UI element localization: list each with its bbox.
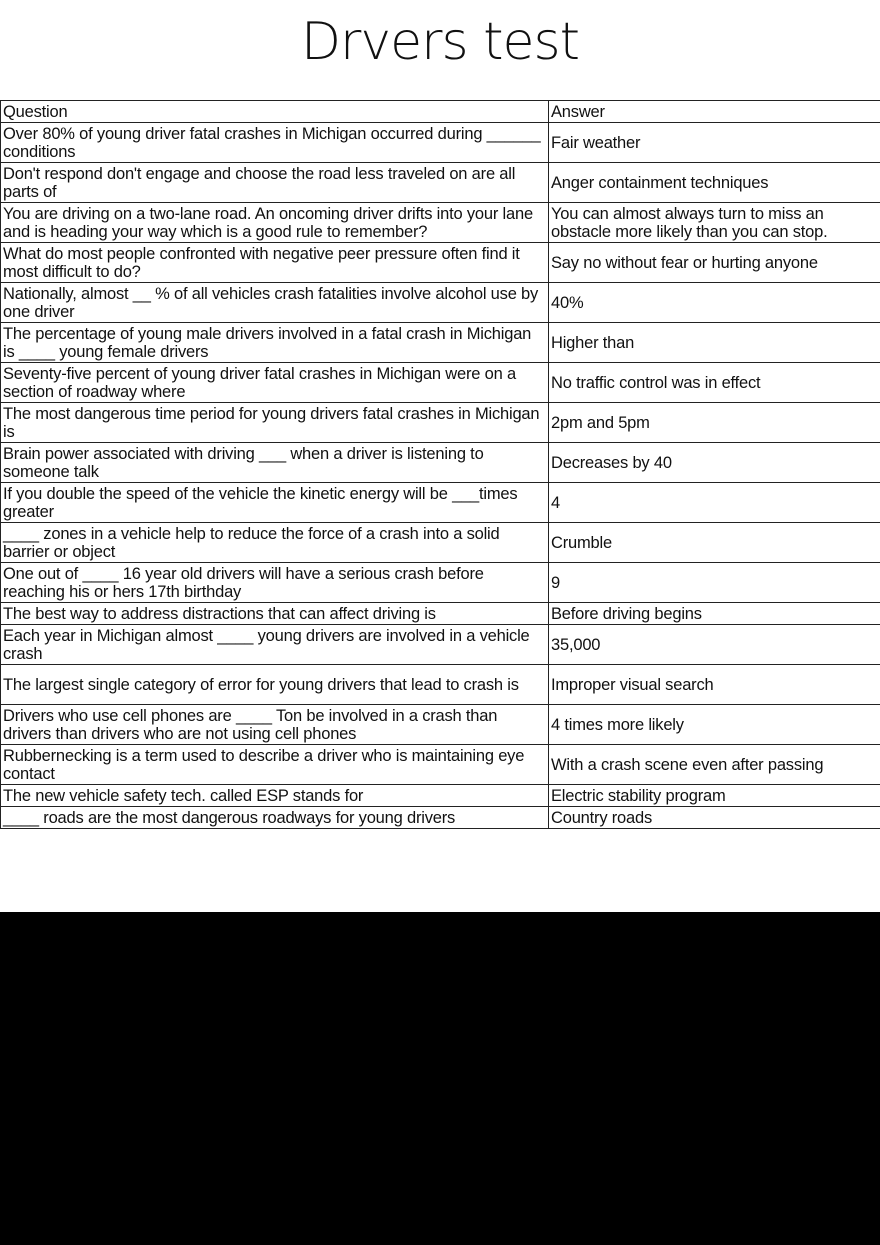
answer-cell: Crumble: [549, 523, 880, 563]
table-row: [1, 665, 880, 705]
table-row: [1, 523, 880, 563]
question-cell: The new vehicle safety tech. called ESP stands for: [1, 785, 549, 807]
column-header-answer: Answer: [549, 101, 880, 123]
table-row: [1, 705, 880, 745]
question-cell: ____ roads are the most dangerous roadways for young drivers: [1, 807, 549, 829]
table-row: [1, 785, 880, 807]
question-cell: What do most people confronted with negative peer pressure often find it most difficult to do?: [1, 243, 549, 283]
column-header-question: Question: [1, 101, 549, 123]
question-cell: Each year in Michigan almost ____ young drivers are involved in a vehicle crash: [1, 625, 549, 665]
question-cell: ____ zones in a vehicle help to reduce the force of a crash into a solid barrier or object: [1, 523, 549, 563]
answer-cell: 9: [549, 563, 880, 603]
question-cell: Don't respond don't engage and choose the road less traveled on are all parts of: [1, 163, 549, 203]
answer-cell: Say no without fear or hurting anyone: [549, 243, 880, 283]
question-cell: One out of ____ 16 year old drivers will have a serious crash before reaching his or hers 17th birthday: [1, 563, 549, 603]
question-cell: Over 80% of young driver fatal crashes in Michigan occurred during ______ conditions: [1, 123, 549, 163]
question-cell: If you double the speed of the vehicle the kinetic energy will be ___times greater: [1, 483, 549, 523]
table-row: [1, 563, 880, 603]
question-cell: Nationally, almost __ % of all vehicles crash fatalities involve alcohol use by one driver: [1, 283, 549, 323]
question-cell: Rubbernecking is a term used to describe a driver who is maintaining eye contact: [1, 745, 549, 785]
table-row: [1, 403, 880, 443]
table-row: [1, 283, 880, 323]
table-row: [1, 123, 880, 163]
table-row: [1, 243, 880, 283]
table-row: [1, 323, 880, 363]
answer-cell: Improper visual search: [549, 665, 880, 705]
table-row: [1, 163, 880, 203]
question-cell: The percentage of young male drivers involved in a fatal crash in Michigan is ____ young female drivers: [1, 323, 549, 363]
table-row: [1, 483, 880, 523]
blank-black-area: [0, 912, 880, 1245]
question-cell: Seventy-five percent of young driver fatal crashes in Michigan were on a section of roadway where: [1, 363, 549, 403]
question-cell: The most dangerous time period for young drivers fatal crashes in Michigan is: [1, 403, 549, 443]
answer-cell: 2pm and 5pm: [549, 403, 880, 443]
answer-cell: 4 times more likely: [549, 705, 880, 745]
answer-cell: With a crash scene even after passing: [549, 745, 880, 785]
answer-cell: 4: [549, 483, 880, 523]
answer-cell: Decreases by 40: [549, 443, 880, 483]
answer-cell: You can almost always turn to miss an obstacle more likely than you can stop.: [549, 203, 880, 243]
answer-cell: Fair weather: [549, 123, 880, 163]
answer-cell: Before driving begins: [549, 603, 880, 625]
answer-cell: Electric stability program: [549, 785, 880, 807]
answer-cell: Anger containment techniques: [549, 163, 880, 203]
answer-cell: Country roads: [549, 807, 880, 829]
question-cell: The best way to address distractions that can affect driving is: [1, 603, 549, 625]
answer-cell: Higher than: [549, 323, 880, 363]
answer-cell: No traffic control was in effect: [549, 363, 880, 403]
table-row: [1, 443, 880, 483]
table-row: [1, 203, 880, 243]
table-row: [1, 745, 880, 785]
question-cell: The largest single category of error for young drivers that lead to crash is: [1, 665, 549, 705]
answer-cell: 35,000: [549, 625, 880, 665]
document-title: Drvers test: [300, 12, 580, 72]
table-header-row: [1, 101, 880, 123]
answer-cell: 40%: [549, 283, 880, 323]
qa-table: [0, 100, 880, 829]
question-cell: Brain power associated with driving ___ when a driver is listening to someone talk: [1, 443, 549, 483]
table-row: [1, 625, 880, 665]
question-cell: Drivers who use cell phones are ____ Ton be involved in a crash than drivers than drivers who are not using cell phones: [1, 705, 549, 745]
table-row: [1, 363, 880, 403]
table-row: [1, 807, 880, 829]
table-row: [1, 603, 880, 625]
question-cell: You are driving on a two-lane road. An oncoming driver drifts into your lane and is heading your way which is a good rule to remember?: [1, 203, 549, 243]
